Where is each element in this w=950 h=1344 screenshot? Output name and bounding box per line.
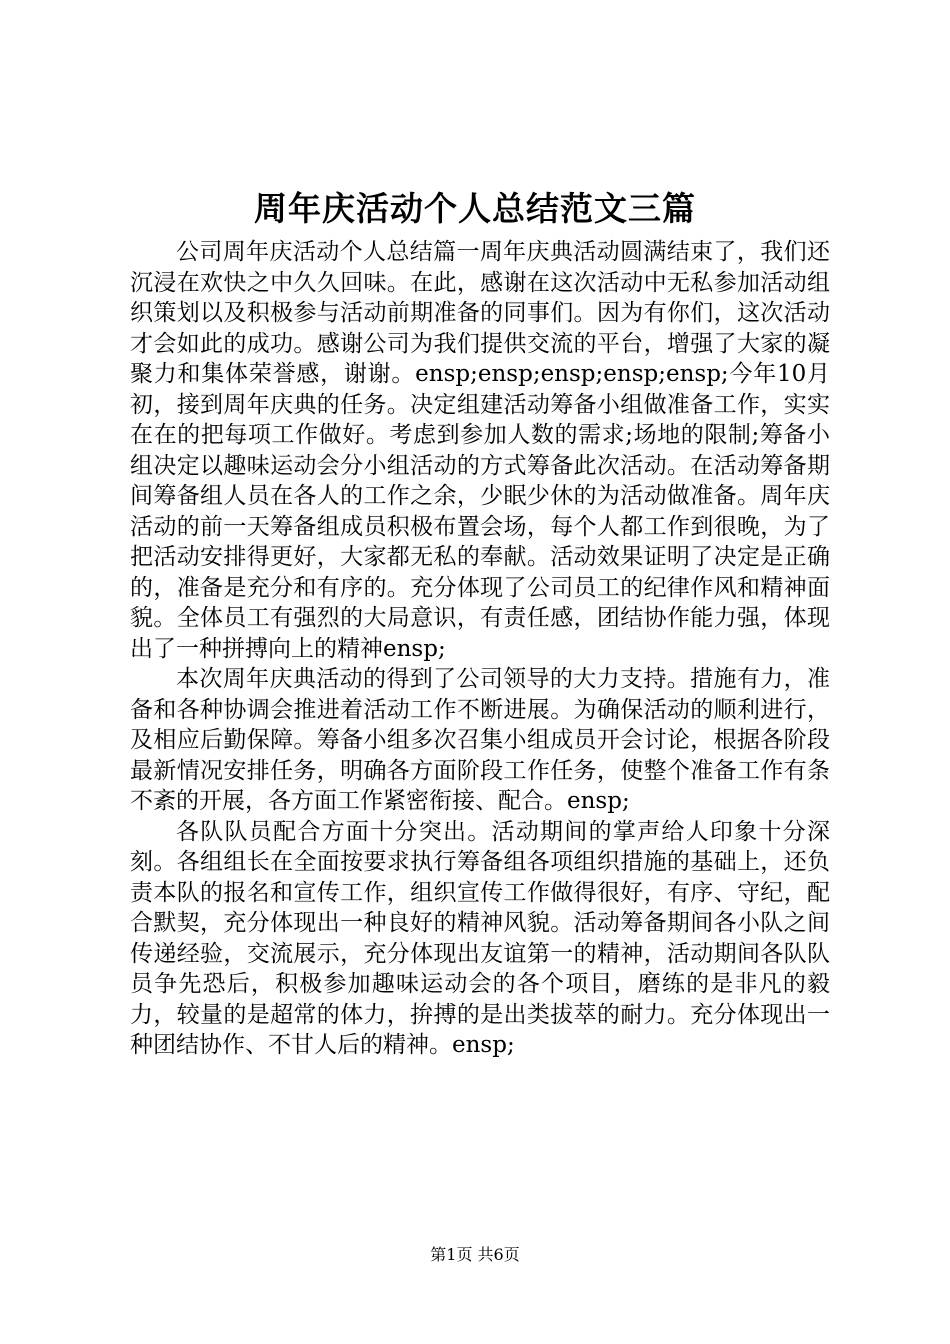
paragraph-3: 各队队员配合方面十分突出。活动期间的掌声给人印象十分深刻。各组组长在全面按要求执行筹备组各项组织措施的基础上，还负责本队的报名和宣传工作，组织宣传工作做得很好，有序、守纪，配合默契，充分体现出一种良好的精神风貌。活动筹备期间各小队之间传递经验，交流展示，充分体现出友谊第一的精神，活动期间各队队员争先恐后，积极参加趣味运动会的各个项目，磨练的是非凡的毅力，较量的是超常的体力，拚搏的是出类拔萃的耐力。充分体现出一种团结协作、不甘人后的精神。ensp; [130,818,830,1058]
paragraph-2: 本次周年庆典活动的得到了公司领导的大力支持。措施有力，准备和各种协调会推进着活动工作不断进展。为确保活动的顺利进行，及相应后勤保障。筹备小组多次召集小组成员开会讨论，根据各阶段最新情况安排任务，明确各方面阶段工作任务，使整个准备工作有条不紊的开展，各方面工作紧密衔接、配合。ensp; [130,666,830,814]
document-title: 周年庆活动个人总结范文三篇 [254,189,696,228]
page-number: 第1页 共6页 [430,1245,520,1264]
page-footer [0,1244,950,1266]
paragraph-1: 公司周年庆活动个人总结篇一周年庆典活动圆满结束了，我们还沉浸在欢快之中久久回味。在此，感谢在这次活动中无私参加活动组织策划以及积极参与活动前期准备的同事们。因为有你们，这次活动才会如此的成功。感谢公司为我们提供交流的平台，增强了大家的凝聚力和集体荣誉感，谢谢。ensp;ensp;ensp;ensp;ensp;今年10月初，接到周年庆典的任务。决定组建活动筹备小组做准备工作，实实在在的把每项工作做好。考虑到参加人数的需求;场地的限制;筹备小组决定以趣味运动会分小组活动的方式筹备此次活动。在活动筹备期间筹备组人员在各人的工作之余，少眠少休的为活动做准备。周年庆活动的前一天筹备组成员积极布置会场，每个人都工作到很晚，为了把活动安排得更好，大家都无私的奉献。活动效果证明了决定是正确的，准备是充分和有序的。充分体现了公司员工的纪律作风和精神面貌。全体员工有强烈的大局意识，有责任感，团结协作能力强，体现出了一种拼搏向上的精神ensp; [130,239,830,662]
document-body [130,237,830,1061]
